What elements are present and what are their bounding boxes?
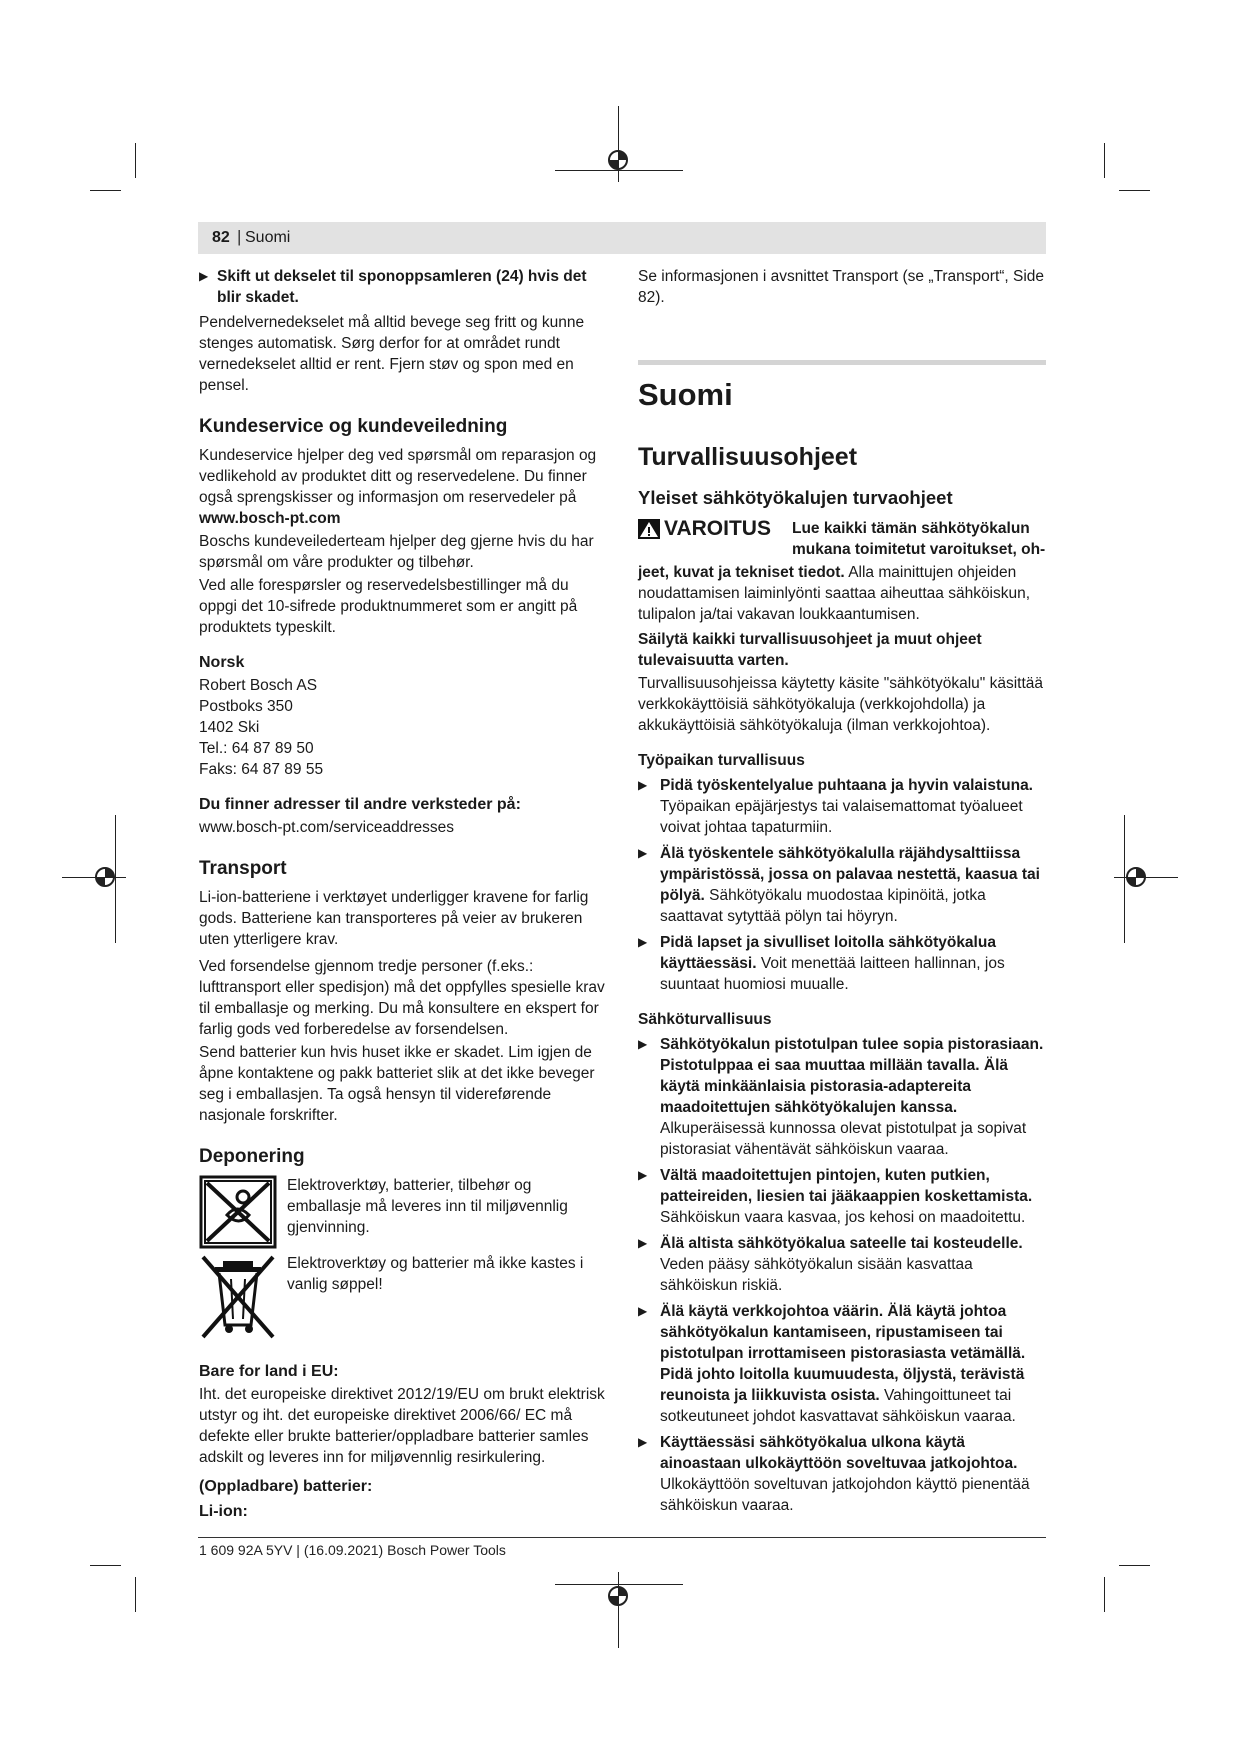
- paragraph: Send batterier kun hvis huset ikke er skadet. Lim igjen de åpne kontaktene og pakk batteriet slik at det ikke beveger seg i emballasjen. Ta også hensyn til videreførende nasjonale forskrifter.: [199, 1044, 595, 1124]
- language-title: Suomi: [638, 377, 733, 412]
- triangle-right-icon: ▶: [638, 1168, 648, 1182]
- section-heading: Kundeservice og kundeveiledning: [199, 416, 508, 437]
- triangle-right-icon: ▶: [638, 1435, 648, 1449]
- crop-mark: [135, 143, 136, 178]
- registration-target-icon: [93, 865, 117, 889]
- disposal-text: Elektroverktøy og batterier må ikke kastes i vanlig søppel!: [287, 1255, 584, 1293]
- bullet-text: Työpaikan epäjärjestys tai valaisemattomat työalueet voivat johtaa tapaturmiin.: [660, 798, 1023, 836]
- page-header: [198, 222, 1046, 254]
- bullet-item: [199, 266, 607, 308]
- address-line: 1402 Ski: [199, 719, 260, 736]
- right-column: [638, 266, 1046, 1521]
- registration-target-icon: [1124, 865, 1148, 889]
- subheading: (Oppladbare) batterier:: [199, 1478, 373, 1495]
- bullet-text: Vahingoittuneet tai sotkeutuneet johdot kasvattavat sähköiskun vaaraa.: [660, 1387, 1016, 1425]
- paragraph: [638, 562, 1046, 625]
- paragraph: Turvallisuusohjeissa käytetty käsite "sähkötyökalu" käsittää verkkokäyttöisiä sähkötyökaluja (verkkojohdolla) ja akkukäyttöisiä sähkötyökaluja (ilman verkkojohtoa).: [638, 675, 1044, 734]
- crop-mark: [90, 1565, 121, 1566]
- crop-mark: [1104, 1577, 1105, 1612]
- triangle-right-icon: ▶: [638, 1037, 648, 1051]
- bullet-bold: Älä työskentele sähkötyökalulla räjähdysalttiissa ympäristössä, jossa on palavaa nestettä, kaasua tai pölyä.: [660, 845, 1040, 904]
- paragraph: Se informasjonen i avsnittet Transport (se „Transport“, Side 82).: [638, 268, 1045, 306]
- disposal-text: Elektroverktøy, batterier, tilbehør og emballasje må leveres inn til miljøvennlig gjenvinning.: [287, 1177, 568, 1236]
- triangle-right-icon: ▶: [638, 1304, 648, 1318]
- triangle-right-icon: ▶: [638, 778, 648, 792]
- section-title: Yleiset sähkötyökalujen turvaohjeet: [638, 487, 953, 508]
- bullet-item: [638, 932, 1046, 995]
- bullet-item: [638, 1233, 1046, 1296]
- disposal-row: [199, 1253, 607, 1343]
- paragraph: Ved alle forespørsler og reservedelsbestillinger må du oppgi det 10-sifrede produktnummeret som er angitt på produktets typeskilt.: [199, 577, 578, 636]
- header-language: Suomi: [245, 229, 291, 246]
- warning-body: Alla mainittujen ohjeiden noudattamisen laiminlyönti saattaa aiheuttaa sähköiskun, tulipalon ja/tai vakavan loukkaantumisen.: [638, 564, 1031, 623]
- bullet-bold: Vältä maadoitettujen pintojen, kuten putkien, patteireiden, liesien tai jääkaappien koskettamista.: [660, 1167, 1033, 1205]
- subheading: Du finner adresser til andre verksteder på:: [199, 796, 521, 813]
- bullet-item: [638, 775, 1046, 838]
- address-line: Tel.: 64 87 89 50: [199, 740, 314, 757]
- section-heading: Transport: [199, 858, 287, 879]
- triangle-right-icon: ▶: [638, 935, 648, 949]
- bullet-item: [638, 1034, 1046, 1160]
- bullet-bold: Älä altista sähkötyökalua sateelle tai kosteudelle.: [660, 1235, 1023, 1252]
- paragraph: Kundeservice hjelper deg ved spørsmål om reparasjon og vedlikehold av produktet ditt og reservedelene. Du finner også sprengskisser og informasjon om reservedeler på: [199, 447, 597, 506]
- url-link[interactable]: www.bosch-pt.com/serviceaddresses: [199, 819, 454, 836]
- crop-mark: [90, 190, 121, 191]
- registration-target-icon: [606, 1584, 630, 1608]
- bullet-bold: Älä käytä verkkojohtoa väärin. Älä käytä johtoa sähkötyökalun kantamiseen, ripustamiseen tai pistotulpan irrottamiseen pistorasiasta vetämällä. Pidä johto loitolla kuumuudesta, öljystä, terävistä reunoista ja liikkuvista osista.: [660, 1303, 1026, 1404]
- warning-badge: [638, 518, 771, 539]
- chapter-title: Turvallisuusohjeet: [638, 443, 858, 471]
- warning-triangle-icon: [638, 519, 660, 539]
- crop-mark: [1119, 1565, 1150, 1566]
- bullet-text: Sähkötyökalu muodostaa kipinöitä, jotka saattavat sytyttää pölyn tai höyryn.: [660, 887, 986, 925]
- footer-text: 1 609 92A 5YV | (16.09.2021) Bosch Power Tools: [199, 1542, 506, 1558]
- bullet-text: Alkuperäisessä kunnossa olevat pistotulpat ja sopivat pistorasiat vähentävät sähköiskun vaaraa.: [660, 1120, 1027, 1158]
- paragraph: Iht. det europeiske direktivet 2012/19/EU om brukt elektrisk utstyr og iht. det europeiske direktivet 2006/66/ EC må defekte eller brukte batterier/oppladbare batterier samles adskilt og leveres inn for miljøvennlig resirkulering.: [199, 1386, 605, 1466]
- bullet-bold: Sähkötyökalun pistotulpan tulee sopia pistorasiaan. Pistotulppaa ei saa muuttaa millään tavalla. Älä käytä minkäänlaisia pistorasia-adaptereita maadoitettujen sähkötyökalujen kanssa.: [660, 1036, 1044, 1116]
- bullet-item: [638, 1432, 1046, 1516]
- section-heading: Deponering: [199, 1146, 305, 1167]
- bullet-text: Voit menettää laitteen hallinnan, jos suuntaat huomiosi muualle.: [660, 955, 1005, 993]
- bullet-item: [638, 1165, 1046, 1228]
- disposal-row: [199, 1175, 607, 1249]
- recycle-bin-icon: [199, 1175, 277, 1249]
- warning-block: [638, 518, 1046, 562]
- registration-target-icon: [606, 148, 630, 172]
- crop-mark: [1119, 190, 1150, 191]
- bullet-bold: Pidä lapset ja sivulliset loitolla sähkötyökalua käyttäessäsi.: [660, 934, 996, 972]
- footer-rule: [198, 1537, 1046, 1538]
- warning-text: Lue kaikki tämän sähkötyökalun mukana toimitetut varoitukset, oh-: [792, 520, 1046, 558]
- crop-mark: [1104, 143, 1105, 178]
- warning-text-continued: jeet, kuvat ja tekniset tiedot.: [638, 564, 845, 581]
- subheading: Bare for land i EU:: [199, 1363, 339, 1380]
- bullet-text: Skift ut dekselet til sponoppsamleren (24) hvis det blir skadet.: [217, 268, 587, 306]
- bullet-text: Sähköiskun vaara kasvaa, jos kehosi on maadoitettu.: [660, 1209, 1026, 1226]
- bullet-text: Veden pääsy sähkötyökalun sisään kasvattaa sähköiskun riskiä.: [660, 1256, 973, 1294]
- header-separator: |: [237, 227, 242, 246]
- paragraph: Ved forsendelse gjennom tredje personer (f.eks.: lufttransport eller spedisjon) må det oppfylles spesielle krav til emballasje og merking. Du må konsultere en ekspert for farlig gods ved forberedelse av forsendelsen.: [199, 958, 605, 1038]
- bullet-text: Ulkokäyttöön soveltuvan jatkojohdon käyttö pienentää sähköiskun vaaraa.: [660, 1476, 1030, 1514]
- paragraph-bold: Säilytä kaikki turvallisuusohjeet ja muut ohjeet tulevaisuutta varten.: [638, 631, 982, 669]
- subheading: Li-ion:: [199, 1503, 248, 1520]
- subheading: Työpaikan turvallisuus: [638, 752, 805, 769]
- page-number: 82: [212, 229, 230, 246]
- address-line: Robert Bosch AS: [199, 677, 318, 694]
- subheading: Sähköturvallisuus: [638, 1011, 772, 1028]
- paragraph: Li-ion-batteriene i verktøyet underligger kravene for farlig gods. Batteriene kan transporteres på veier av brukeren uten ytterligere krav.: [199, 889, 589, 948]
- address-line: Faks: 64 87 89 55: [199, 761, 324, 778]
- left-column: [199, 266, 607, 1524]
- country-label: Norsk: [199, 654, 245, 671]
- section-divider: [638, 360, 1046, 365]
- triangle-right-icon: ▶: [199, 269, 209, 283]
- triangle-right-icon: ▶: [638, 1236, 648, 1250]
- bullet-bold: Pidä työskentelyalue puhtaana ja hyvin valaistuna.: [660, 777, 1033, 794]
- bullet-item: [638, 843, 1046, 927]
- crossed-bin-icon: [199, 1253, 277, 1341]
- paragraph: Pendelvernedekselet må alltid bevege seg fritt og kunne stenges automatisk. Sørg derfor for at området rundt vernedekselet alltid er rent. Fjern støv og spon med en pensel.: [199, 314, 585, 394]
- paragraph: Boschs kundeveilederteam hjelper deg gjerne hvis du har spørsmål om våre produkter og tilbehør.: [199, 533, 594, 571]
- address-line: Postboks 350: [199, 698, 293, 715]
- bullet-item: [638, 1301, 1046, 1427]
- warning-label: VAROITUS: [664, 517, 771, 540]
- bullet-bold: Käyttäessäsi sähkötyökalua ulkona käytä ainoastaan ulkokäyttöön soveltuvaa jatkojohtoa.: [660, 1434, 1018, 1472]
- crop-mark: [135, 1577, 136, 1612]
- triangle-right-icon: ▶: [638, 846, 648, 860]
- url-link[interactable]: www.bosch-pt.com: [199, 510, 341, 527]
